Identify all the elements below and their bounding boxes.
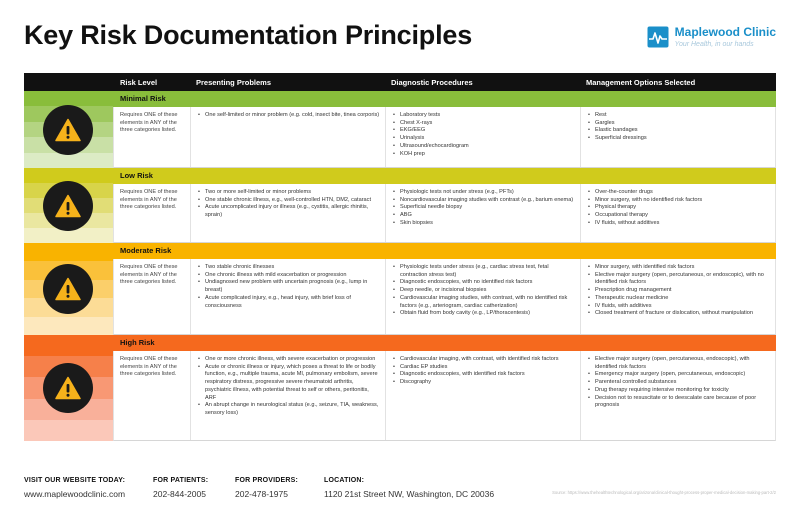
problems-column <box>190 107 385 167</box>
stripe <box>24 243 113 261</box>
list-item: • Rest <box>588 112 771 120</box>
footer-patients-label: FOR PATIENTS: <box>153 477 209 484</box>
risk-level-label: Minimal Risk <box>120 94 166 103</box>
list-item: • Minor surgery, with identified risk factors <box>588 264 771 272</box>
problems-list <box>198 356 381 418</box>
list-item: • Parenteral controlled substances <box>588 379 771 387</box>
table-row <box>113 184 776 243</box>
table-row <box>113 107 776 168</box>
list-item: • ABG <box>393 212 576 220</box>
location-address: 1120 21st Street NW, Washington, DC 20036 <box>324 489 495 499</box>
brand-tagline: Your Health, in our hands <box>674 40 754 48</box>
footer-providers-label: FOR PROVIDERS: <box>235 477 299 484</box>
list-item: • Deep needle, or incisional biopsies <box>393 287 576 295</box>
list-item: • Laboratory tests <box>393 112 576 120</box>
page-title: Key Risk Documentation Principles <box>24 20 473 50</box>
list-item: • IV fluids, with additives <box>588 303 771 311</box>
list-item: • Two stable chronic illnesses <box>198 264 381 272</box>
source-citation: Source: https://www.thehealthtechnological.org/arizona/clinical-thought-process-proper-medical-decision-making-part-2/2 <box>552 490 776 495</box>
list-item: • Physiologic tests not under stress (e.g., PFTs) <box>393 189 576 197</box>
risk-level-label: Moderate Risk <box>120 246 172 255</box>
requirement-text: Requires ONE of these elements in ANY of the three categories listed. <box>120 356 178 378</box>
problems-list <box>198 189 381 220</box>
problems-column <box>190 351 385 440</box>
stripe <box>24 420 113 441</box>
brand-name: Maplewood Clinic <box>674 24 776 39</box>
procedures-list <box>393 356 576 387</box>
risk-level-label: High Risk <box>120 338 155 347</box>
risk-level-band <box>113 168 776 184</box>
list-item: • Undiagnosed new problem with uncertain prognosis (e.g., lump in breast) <box>198 279 381 294</box>
footer-website <box>24 477 125 499</box>
list-item: • Physiologic tests under stress (e.g., cardiac stress test, fetal contraction stress test) <box>393 264 576 279</box>
list-item: • One chronic illness with mild exacerbation or progression <box>198 272 381 280</box>
list-item: • Superficial dressings <box>588 135 771 143</box>
website-link[interactable]: www.maplewoodclinic.com <box>24 489 126 499</box>
problems-column <box>190 184 385 242</box>
list-item: • Decision not to resuscitate or to deescalate care because of poor prognosis <box>588 395 771 410</box>
risk-section-low-risk <box>24 168 776 243</box>
list-item: • Therapeutic nuclear medicine <box>588 295 771 303</box>
brand-text <box>675 26 776 49</box>
warning-icon <box>43 181 93 231</box>
management-list <box>588 189 771 228</box>
management-list <box>588 264 771 318</box>
list-item: • Elective major surgery (open, percutaneous, endoscopic), with identified risk factors <box>588 356 771 371</box>
risk-level-band <box>113 243 776 259</box>
list-item: • Occupational therapy <box>588 212 771 220</box>
stripe <box>24 335 113 356</box>
list-item: • Ultrasound/echocardiogram <box>393 143 576 151</box>
list-item: • Physical therapy <box>588 204 771 212</box>
list-item: • One or more chronic illness, with severe exacerbation or progression <box>198 356 381 364</box>
procedures-column <box>385 259 580 334</box>
risk-section-high-risk <box>24 335 776 441</box>
requirement-text: Requires ONE of these elements in ANY of the three categories listed. <box>120 189 178 211</box>
list-item: • Acute or chronic illness or injury, which poses a threat to life or bodily function, e.g., multiple trauma, acute MI, pulmonary embolism, severe respiratory distress, progressive severe rheumatoid arthritis, psychiatric illness, with potential threat to self or others, peritonitis, ARF <box>198 364 381 403</box>
footer-providers <box>235 477 298 499</box>
list-item: • Gargles <box>588 120 771 128</box>
risk-level-band <box>113 91 776 107</box>
list-item: • Diagnostic endoscopies, with identified risk factors <box>393 371 576 379</box>
brand[interactable] <box>647 24 776 50</box>
list-item: • Acute uncomplicated injury or illness (e.g., cystitis, allergic rhinitis, sprain) <box>198 204 381 219</box>
list-item: • Acute complicated injury, e.g., head injury, with brief loss of consciousness <box>198 295 381 310</box>
header-diagnostic-procedures: Diagnostic Procedures <box>391 78 473 87</box>
management-list <box>588 356 771 410</box>
risk-level-label: Low Risk <box>120 171 153 180</box>
providers-phone[interactable]: 202-478-1975 <box>235 489 288 499</box>
management-column <box>580 107 775 167</box>
list-item: • Prescription drug management <box>588 287 771 295</box>
list-item: • One stable chronic illness, e.g., well-controlled HTN, DM2, cataract <box>198 197 381 205</box>
list-item: • KOH prep <box>393 151 576 159</box>
list-item: • Over-the-counter drugs <box>588 189 771 197</box>
list-item: • Minor surgery, with no identified risk factors <box>588 197 771 205</box>
requirement-text: Requires ONE of these elements in ANY of the three categories listed. <box>120 112 178 134</box>
management-list <box>588 112 771 143</box>
stripe <box>24 317 113 335</box>
problems-list <box>198 264 381 310</box>
list-item: • Obtain fluid from body cavity (e.g., LP/thoracentesis) <box>393 310 576 318</box>
footer-location <box>324 477 494 499</box>
list-item: • One self-limited or minor problem (e.g. cold, insect bite, tinea corporis) <box>198 112 381 120</box>
list-item: • Superficial needle biopsy <box>393 204 576 212</box>
risk-level-band <box>113 335 776 351</box>
risk-section-minimal-risk <box>24 91 776 168</box>
list-item: • IV fluids, without additives <box>588 220 771 228</box>
list-item: • Noncardiovascular imaging studies with contrast (e.g., barium enema) <box>393 197 576 205</box>
list-item: • Cardiac EP studies <box>393 364 576 372</box>
list-item: • EKG/EEG <box>393 127 576 135</box>
warning-icon <box>43 264 93 314</box>
list-item: • Emergency major surgery (open, percutaneous, endoscopic) <box>588 371 771 379</box>
risk-table <box>24 73 776 441</box>
procedures-list <box>393 112 576 158</box>
list-item: • Diagnostic endoscopies, with no identified risk factors <box>393 279 576 287</box>
table-row <box>113 259 776 335</box>
warning-icon <box>43 363 93 413</box>
requirement-text: Requires ONE of these elements in ANY of the three categories listed. <box>120 264 178 286</box>
footer-location-label: LOCATION: <box>324 477 365 484</box>
procedures-list <box>393 264 576 318</box>
footer <box>24 477 776 507</box>
management-column <box>580 259 775 334</box>
warning-icon <box>43 105 93 155</box>
management-column <box>580 351 775 440</box>
header-presenting-problems: Presenting Problems <box>196 78 272 87</box>
list-item: • Skin biopsies <box>393 220 576 228</box>
header-risk-level: Risk Level <box>120 78 158 87</box>
header-management-options: Management Options Selected <box>586 78 696 87</box>
heartbeat-logo-icon <box>647 26 669 48</box>
patients-phone[interactable]: 202-844-2005 <box>153 489 206 499</box>
footer-patients <box>153 477 208 499</box>
procedures-column <box>385 351 580 440</box>
procedures-list <box>393 189 576 228</box>
footer-website-label: VISIT OUR WEBSITE TODAY: <box>24 477 126 484</box>
list-item: • Elastic bandages <box>588 127 771 135</box>
risk-section-moderate-risk <box>24 243 776 335</box>
problems-column <box>190 259 385 334</box>
list-item: • An abrupt change in neurological status (e.g., seizure, TIA, weakness, sensory loss) <box>198 402 381 417</box>
list-item: • Chest X-rays <box>393 120 576 128</box>
list-item: • Drug therapy requiring intensive monitoring for toxicity <box>588 387 771 395</box>
list-item: • Closed treatment of fracture or dislocation, without manipulation <box>588 310 771 318</box>
list-item: • Cardiovascular imaging studies, with contrast, with no identified risk factors (e.g., arteriogram, cardiac catherization) <box>393 295 576 310</box>
list-item: • Urinalysis <box>393 135 576 143</box>
list-item: • Two or more self-limited or minor problems <box>198 189 381 197</box>
list-item: • Discography <box>393 379 576 387</box>
table-header <box>24 73 776 91</box>
list-item: • Cardiovascular imaging, with contrast, with identified risk factors <box>393 356 576 364</box>
management-column <box>580 184 775 242</box>
procedures-column <box>385 184 580 242</box>
table-row <box>113 351 776 441</box>
list-item: • Elective major surgery (open, percutaneous, or endoscopic), with no identified risk factors <box>588 272 771 287</box>
procedures-column <box>385 107 580 167</box>
problems-list <box>198 112 381 120</box>
